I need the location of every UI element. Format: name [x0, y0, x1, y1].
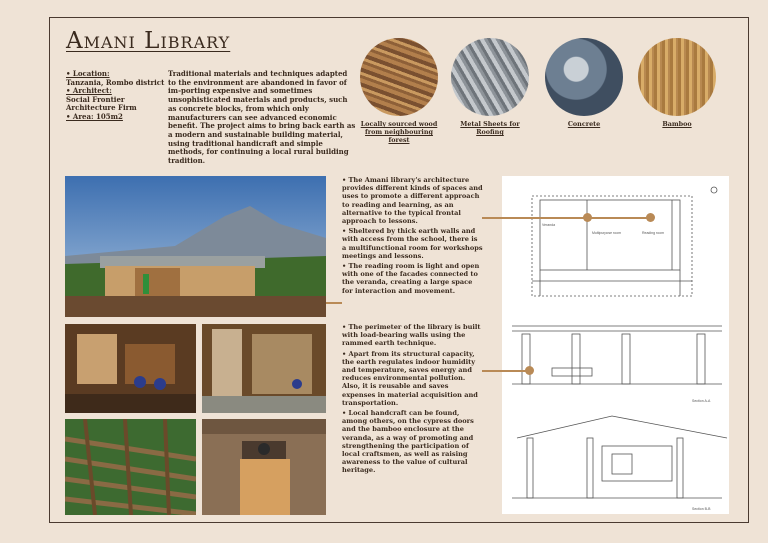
- material-label: Locally sourced wood from neighbouring forest: [360, 120, 438, 144]
- section-aa: [512, 326, 722, 384]
- material-label: Bamboo: [662, 120, 692, 128]
- callout-dot: [525, 366, 534, 375]
- bamboo-weaving-photo: [65, 419, 196, 515]
- callout-leader: [482, 217, 652, 219]
- callout-dot: [646, 213, 655, 222]
- material-label: Concrete: [567, 120, 601, 128]
- description-top: [342, 176, 484, 297]
- paragraph: • The Amani library's architecture provides different kinds of spaces and uses to promote a different approach to reading and learning, as an alternative to the typical frontal approach to lessons.: [342, 176, 483, 226]
- concrete-image: [545, 38, 623, 116]
- photo-leader: [326, 302, 342, 304]
- plan-room-veranda: Veranda: [542, 223, 556, 227]
- cypress-door-photo: [202, 419, 326, 515]
- paragraph: • Sheltered by thick earth walls and with access from the school, there is a multifunctional room for workshops meetings and lessons.: [342, 227, 483, 260]
- material-wood: [359, 38, 439, 144]
- section-aa-label: Section A-A: [692, 399, 711, 403]
- bamboo-image: [638, 38, 716, 116]
- architect-label: • Architect:: [66, 86, 112, 96]
- paragraph: • The reading room is light and open with one of the facades connected to the veranda, creating a large space for interaction and movement.: [342, 262, 480, 295]
- paragraph: • Local handcraft can be found, among others, on the cypress doors and the bamboo enclosure at the veranda, as a way of promoting and strengthening the participation of local craftsmen, as well as raising awareness to the value of cultural heritage.: [342, 409, 474, 475]
- interior-reading-photo: [65, 324, 196, 413]
- metal-sheet-image: [451, 38, 529, 116]
- intro-text: Traditional materials and techniques adapted to the environment are abandoned in favor of im-porting expensive and sometimes unsophisticated materials and products, such as concrete blocks, from which only manufacturers can see advanced economic benefit. The project aims to bring back earth as a modern and sustainable building material, using traditional handicraft and simple methods, for continuing a local rural building tradition.: [168, 69, 356, 166]
- paragraph: • Apart from its structural capacity, the earth regulates indoor humidity and temperature, saves energy and reduces environmental pollution. Also, it is reusable and saves expenses in material acquisition and transportation.: [342, 349, 478, 407]
- material-label: Metal Sheets for Roofing: [460, 120, 520, 136]
- plan-room-reading: Reading room: [642, 231, 664, 235]
- section-bb: [512, 416, 727, 498]
- wood-image: [360, 38, 438, 116]
- material-metal: [450, 38, 530, 136]
- location-value: Tanzania, Rombo district: [66, 77, 165, 87]
- plan-room-multipurpose: Multipurpose room: [592, 231, 621, 235]
- callout-dot: [583, 213, 592, 222]
- callout-leader: [482, 370, 530, 372]
- material-concrete: [544, 38, 624, 128]
- project-meta: [66, 70, 166, 122]
- architect-value: Social Frontier Architecture Firm: [66, 94, 137, 113]
- paragraph: • The perimeter of the library is built with load-bearing walls using the rammed earth technique.: [342, 323, 481, 348]
- material-bamboo: [637, 38, 717, 128]
- architectural-drawings: [502, 176, 729, 514]
- floor-plan: [532, 187, 717, 296]
- description-bottom: [342, 323, 484, 477]
- exterior-photo: [65, 176, 326, 317]
- page-title: Amani Library: [66, 28, 231, 54]
- location-label: • Location:: [66, 69, 110, 78]
- area-label: • Area: 105m2: [66, 111, 123, 121]
- interior-veranda-photo: [202, 324, 326, 413]
- section-bb-label: Section B-B: [692, 507, 711, 511]
